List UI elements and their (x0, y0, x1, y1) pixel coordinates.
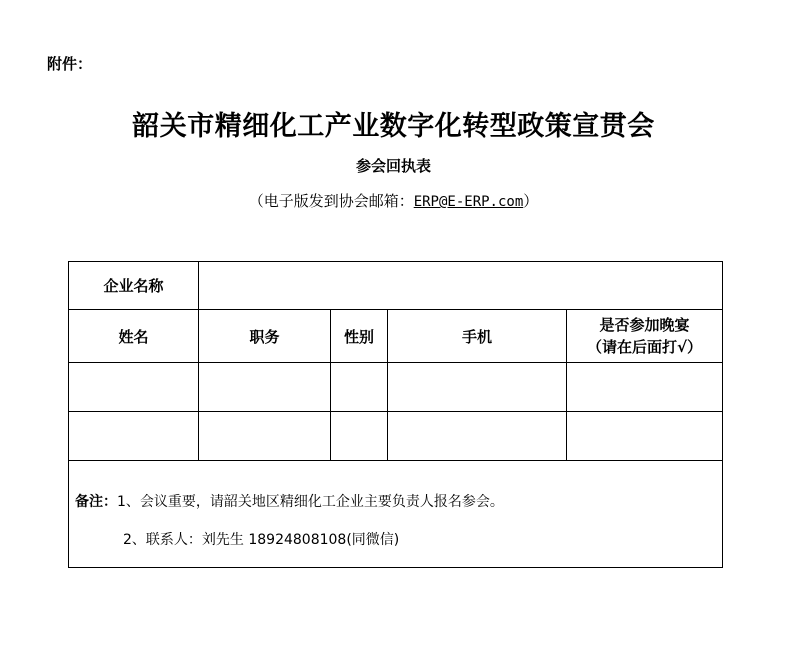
header-name: 姓名 (69, 310, 199, 363)
cell-gender[interactable] (331, 412, 388, 461)
header-position: 职务 (199, 310, 331, 363)
cell-position[interactable] (199, 412, 331, 461)
note-item-1 (75, 491, 722, 511)
table-row (69, 412, 723, 461)
company-row (69, 262, 723, 310)
header-dinner-line2: （请在后面打√） (586, 338, 702, 356)
email-prefix: （电子版发到协会邮箱： (248, 192, 414, 210)
document-subtitle: 参会回执表 (355, 157, 431, 175)
email-suffix: ） (523, 192, 539, 210)
attachment-label: 附件： (47, 55, 93, 73)
cell-name[interactable] (69, 412, 199, 461)
header-phone: 手机 (388, 310, 567, 363)
notes-cell (69, 461, 723, 568)
cell-name[interactable] (69, 363, 199, 412)
header-gender: 性别 (331, 310, 388, 363)
header-row (69, 310, 723, 363)
cell-position[interactable] (199, 363, 331, 412)
note-item-1-text: 1、会议重要，请韶关地区精细化工企业主要负责人报名参会。 (117, 494, 504, 510)
email-instruction (0, 190, 787, 211)
notes-row (69, 461, 723, 568)
registration-table (68, 261, 723, 568)
cell-phone[interactable] (388, 412, 567, 461)
header-dinner (567, 310, 723, 363)
header-dinner-line1: 是否参加晚宴 (599, 316, 690, 334)
cell-gender[interactable] (331, 363, 388, 412)
table-row (69, 363, 723, 412)
document-title: 韶关市精细化工产业数字化转型政策宣贯会 (132, 111, 655, 142)
cell-dinner[interactable] (567, 412, 723, 461)
company-name-label: 企业名称 (69, 262, 199, 310)
note-item-2: 2、联系人：刘先生 18924808108(同微信) (123, 532, 400, 548)
notes-label: 备注： (75, 494, 117, 510)
company-name-field[interactable] (199, 262, 723, 310)
cell-phone[interactable] (388, 363, 567, 412)
email-link[interactable]: ERP@E-ERP.com (413, 194, 524, 210)
cell-dinner[interactable] (567, 363, 723, 412)
